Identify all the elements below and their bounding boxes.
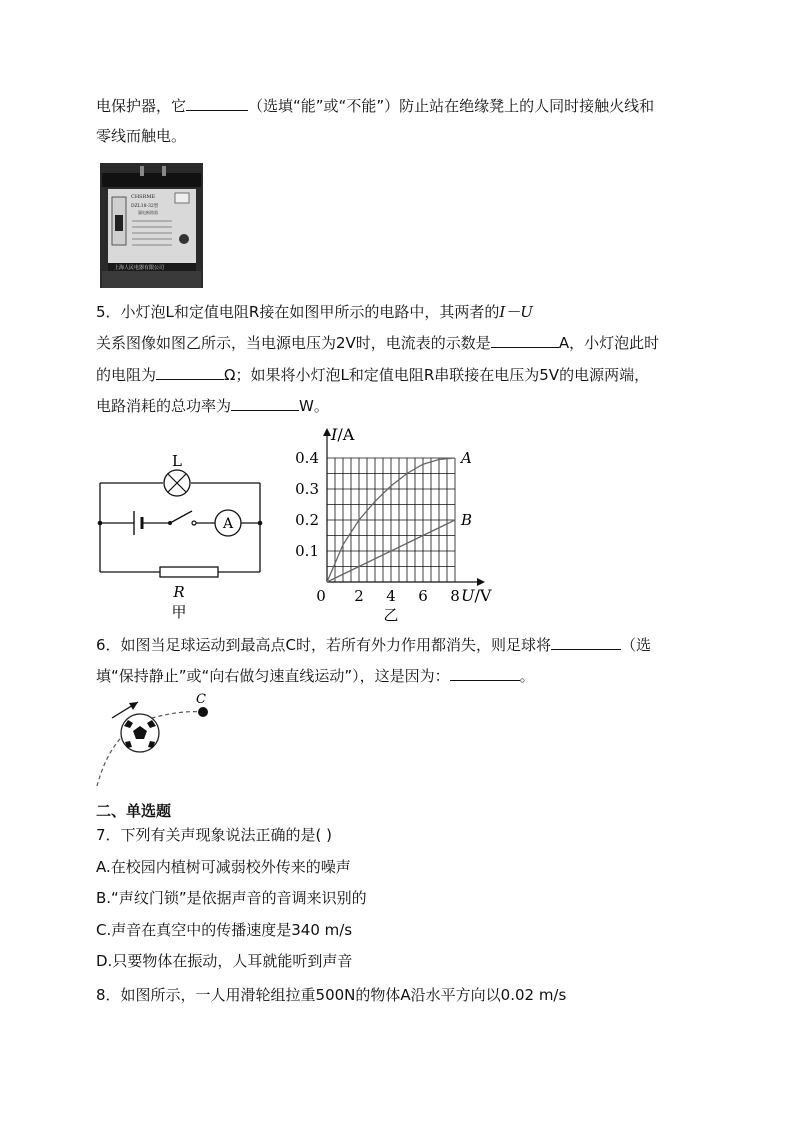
battery-symbol [134,511,142,535]
device-brand: CHSRME [131,194,156,200]
q6-line-2 [96,666,535,686]
q6-text: 。 [519,667,535,685]
q7-stem: 7．下列有关声现象说法正确的是( ) [96,826,333,844]
q7-option-d[interactable]: D.只要物体在振动，人耳就能听到声音 [96,952,353,970]
chart-series [327,449,472,582]
y-tick-label: 0.3 [295,480,319,498]
q4-text-b: （选填“能”或“不能”）防止站在绝缘凳上的人同时接触火线和 [248,97,655,115]
point-c-label: C [196,692,206,707]
y-tick-label: 0.1 [295,542,319,560]
answer-blank[interactable] [156,365,224,380]
leakage-breaker-image [100,163,203,288]
q5-line-2 [96,333,659,353]
junction-dot [258,521,263,526]
q6-text: 填“保持静止”或“向右做匀速直线运动”），这是因为： [96,667,450,685]
q4-line-2: 零线而触电。 [96,127,187,145]
q5-text: 5．小灯泡L和定值电阻R接在如图甲所示的电路中，其两者的 [96,303,500,321]
y-tick-label: 0.4 [295,449,319,467]
answer-blank[interactable] [551,635,621,650]
q5-expr: I－U [499,303,533,321]
junction-dot [98,521,103,526]
ammeter-label: A [222,516,234,532]
q6-line-1 [96,635,651,655]
q5-text: 电路消耗的总功率为 [96,397,232,415]
resistor-label: R [173,583,185,601]
q5-text: A，小灯泡此时 [558,334,660,352]
point-c-dot [198,707,208,717]
lamp-label: L [172,452,182,470]
x-tick-label: 4 [386,587,396,605]
q5-line-1 [96,302,533,322]
q6-text: 6．如图当足球运动到最高点C时，若所有外力作用都消失，则足球将 [96,636,552,654]
q5-line-3 [96,365,649,385]
circuit-caption: 甲 [171,603,187,621]
answer-blank[interactable] [491,333,559,348]
resistor-symbol [160,567,218,577]
section-title: 二、单选题 [96,802,172,820]
q5-text: Ω；如果将小灯泡L和定值电阻R串联接在电压为5V的电源两端， [224,366,650,384]
q5-text: W。 [299,397,329,415]
answer-blank[interactable] [186,96,248,111]
device-name: 漏电断路器 [138,210,158,215]
answer-blank[interactable] [450,666,520,681]
x-axis-arrow [477,578,485,586]
q5-text: 关系图像如图乙所示，当电源电压为2V时，电流表的示数是 [96,334,491,352]
ammeter-symbol [215,510,241,536]
circuit-diagram [90,445,275,625]
x-tick-label: 2 [354,587,364,605]
y-tick-label: 0.2 [295,511,319,529]
q8-stem: 8．如图所示，一人用滑轮组拉重500N的物体A沿水平方向以0.02 m/s [96,986,567,1004]
x-tick-label: 6 [418,587,428,605]
series-label-A: A [461,449,472,467]
chart-caption: 乙 [383,606,399,624]
football-icon [121,714,159,752]
x-tick-label: 8 [450,587,460,605]
q5-line-4 [96,396,329,416]
q4-text-a: 电保护器，它 [96,97,187,115]
device-maker: 上海人民电器有限公司 [114,265,165,271]
q5-text: 的电阻为 [96,366,157,384]
q6-text: （选 [621,636,652,654]
series-label-B: B [461,511,473,529]
q7-option-c[interactable]: C.声音在真空中的传播速度是340 m/s [96,921,353,939]
q7-option-b[interactable]: B.“声纹门锁”是依据声音的音调来识别的 [96,889,367,907]
chart-grid [327,458,455,582]
lamp-symbol [164,470,190,496]
y-axis-label: I/A [331,425,355,444]
x-tick-label: 0 [316,587,326,605]
device-model: DZL18-32型 [131,204,159,209]
q4-line-1 [96,96,654,116]
answer-blank[interactable] [231,396,299,411]
x-axis-label: U/V [461,586,492,605]
football-diagram [92,690,232,790]
q7-option-a[interactable]: A.在校园内植树可减弱校外传来的噪声 [96,858,351,876]
y-axis-arrow [323,428,331,436]
iu-chart [285,422,510,627]
